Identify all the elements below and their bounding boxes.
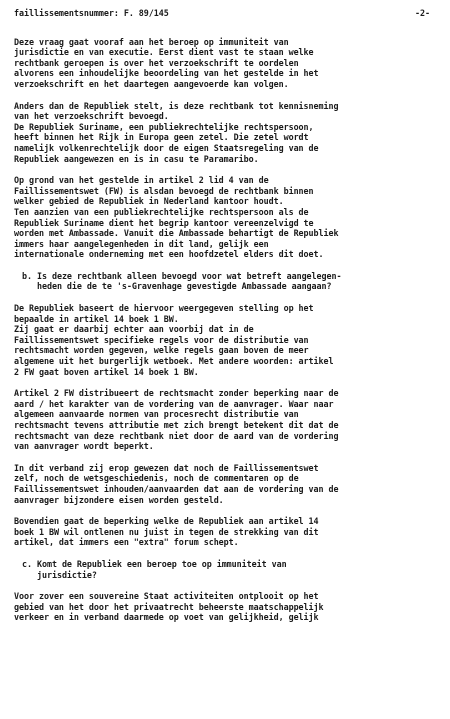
question-c: c. Komt de Republiek een beroep toe op immuniteit van jurisdictie? — [22, 558, 287, 580]
paragraph: Op grond van het gestelde in artikel 2 lid 4 van de Faillissementswet (FW) is alsdan bevoegd de rechtbank binnen welker gebied de Republiek in Nederland kantoor houdt. Ten aanzien van een publiekrechtelijke rechtspersoon als de Republiek Suriname dient het begrip kantoor vereenzelvigd te worden met Ambassade. Vanuit die Ambassade behartigt de Republiek immers haar aangelegenheden in dit land, gelijk een internationale onderneming met een hoofdzetel elders dit doet. — [14, 175, 339, 260]
paragraph: Bovendien gaat de beperking welke de Republiek aan artikel 14 boek 1 BW wil ontlenen nu juist in tegen de strekking van dit artikel, dat immers een "extra" forum schept. — [14, 516, 319, 548]
page-number: -2- — [415, 8, 430, 18]
paragraph: Voor zover een souvereine Staat activiteiten ontplooit op het gebied van het door het privaatrecht beheerste maatschappelijk verkeer en in verband daarmede op voet van gelijkheid, gelijk — [14, 591, 324, 623]
question-b: b. Is deze rechtbank alleen bevoegd voor wat betreft aangelegen- heden die de te 's-Gravenhage gevestigde Ambassade aangaan? — [22, 270, 342, 292]
paragraph: Deze vraag gaat vooraf aan het beroep op immuniteit van jurisdictie en van executie. Eerst dient vast te staan welke rechtbank geroepen is over het verzoekschrift te oordelen alvorens een inhoudelijke beoordeling van het gestelde in het verzoekschrift en het daartegen aangevoerde kan volgen. — [14, 36, 319, 89]
page-header — [14, 8, 436, 19]
paragraph: De Republiek baseert de hiervoor weergegeven stelling op het bepaalde in artikel 14 boek 1 BW. Zij gaat er daarbij echter aan voorbij dat in de Faillissementswet specifieke regels voor de distributie van rechtsmacht worden gegeven, welke regels gaan boven de meer algemene uit het burgerlijk wetboek. Met andere woorden: artikel 2 FW gaat boven artikel 14 boek 1 BW. — [14, 303, 334, 377]
paragraph: Artikel 2 FW distribueert de rechtsmacht zonder beperking naar de aard / het karakter van de vordering van de aanvrager. Waar naar algemeen aanvaarde normen van procesrecht distributie van rechtsmacht tevens attributie met zich brengt betekent dit dat de rechtsmacht van deze rechtbank niet door de aard van de vordering van aanvrager wordt beperkt. — [14, 388, 339, 452]
paragraph: In dit verband zij erop gewezen dat noch de Faillissementswet zelf, noch de wetsgeschiedenis, noch de commentaren op de Faillissementswet inhouden/aanvaarden dat aan de vordering van de aanvrager bijzondere eisen worden gesteld. — [14, 462, 339, 505]
paragraph: Anders dan de Republiek stelt, is deze rechtbank tot kennisneming van het verzoekschrift bevoegd. De Republiek Suriname, een publiekrechtelijke rechtspersoon, heeft binnen het Rijk in Europa geen zetel. Die zetel wordt namelijk volkenrechtelijk door de eigen Staatsregeling van de Republiek aangewezen en is in casu te Paramaribo. — [14, 100, 339, 164]
case-number: faillissementsnummer: F. 89/145 — [14, 8, 169, 18]
